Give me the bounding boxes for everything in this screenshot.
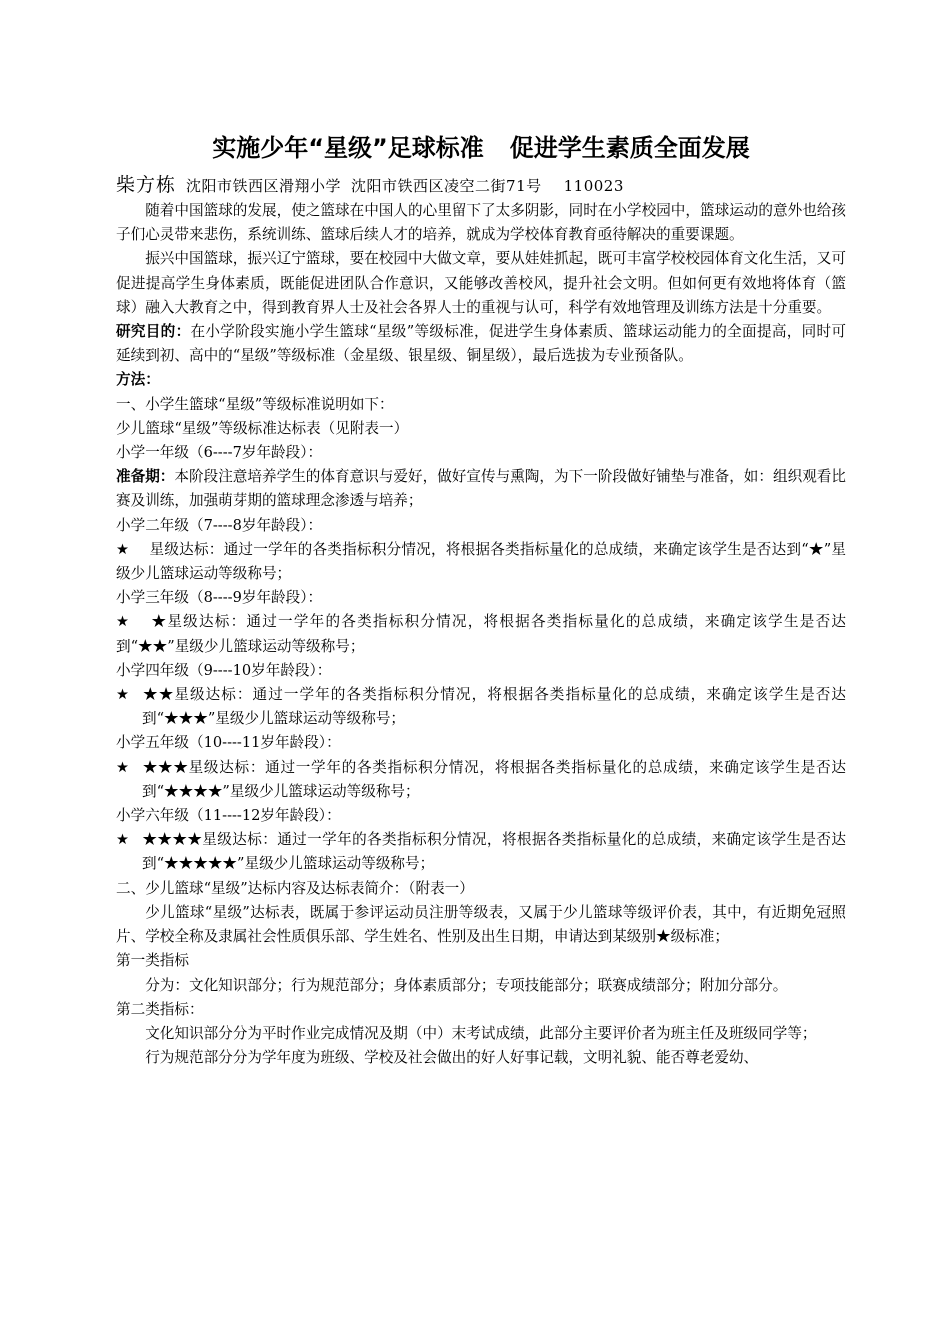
grade-5-heading: 小学五年级（10----11岁年龄段）： [116, 734, 341, 752]
star-bullet: ★ [116, 686, 130, 704]
author-postcode: 110023 [563, 177, 624, 195]
star-bullet: ★ [116, 613, 131, 631]
grade-6-standard [116, 828, 846, 876]
paragraph-purpose [116, 320, 846, 368]
grade-3-standard-text: ★星级达标：通过一学年的各类指标积分情况，将根据各类指标量化的总成绩，来确定该学生是否达到“★★”星级少儿篮球运动等级称号； [116, 613, 846, 655]
category-1-heading: 第一类指标 [116, 952, 189, 970]
author-line [116, 172, 846, 199]
grade-5-standard [116, 756, 846, 804]
prep-label: 准备期： [116, 468, 175, 486]
prep-text: 本阶段注意培养学生的体育意识与爱好，做好宣传与熏陶，为下一阶段做好铺垫与准备，如：组织观看比赛及训练，加强萌芽期的篮球理念渗透与培养； [116, 468, 846, 510]
grade-6-heading: 小学六年级（11----12岁年龄段）： [116, 807, 341, 825]
document-page [116, 128, 846, 1070]
document-title [116, 128, 846, 168]
paragraph-revitalize: 振兴中国篮球，振兴辽宁篮球，要在校园中大做文章，要从娃娃抓起，既可丰富学校校园体育文化生活，又可促进提高学生身体素质，既能促进团队合作意识，又能够改善校风，提升社会文明。但如何更有效地将体育（篮球）融入大教育之中，得到教育界人士及社会各界人士的重视与认可，科学有效地管理及训练方法是十分重要。 [116, 250, 846, 316]
grade-3-standard [116, 610, 846, 658]
method-label: 方法： [116, 371, 160, 389]
section-1-heading: 一、小学生篮球“星级”等级标准说明如下： [116, 395, 394, 413]
category-1-text: 分为：文化知识部分；行为规范部分；身体素质部分；专项技能部分；联赛成绩部分；附加分部分。 [145, 976, 788, 994]
grade-2-heading: 小学二年级（7----8岁年龄段）： [116, 516, 323, 534]
category-2-heading: 第二类指标： [116, 1000, 204, 1018]
category-2-text-2: 行为规范部分分为学年度为班级、学校及社会做出的好人好事记载，文明礼貌、能否尊老爱幼、 [145, 1049, 759, 1067]
star-bullet: ★ [116, 831, 130, 849]
title-part-1: 实施少年“星级”足球标准 [212, 134, 484, 162]
star-bullet: ★ [116, 758, 130, 776]
purpose-text: 在小学阶段实施小学生篮球“星级”等级标准，促进学生身体素质、篮球运动能力的全面提高，同时可延续到初、高中的“星级”等级标准（金星级、银星级、铜星级），最后选拔为专业预备队。 [116, 323, 846, 365]
grade-3-heading: 小学三年级（8----9岁年龄段）： [116, 589, 323, 607]
paragraph-intro: 随着中国篮球的发展，使之篮球在中国人的心里留下了太多阴影，同时在小学校园中，篮球运动的意外也给孩子们心灵带来悲伤，系统训练、篮球后续人才的培养，就成为学校体育教育亟待解决的重要课题。 [116, 202, 846, 244]
author-name: 柴方栋 [116, 174, 177, 196]
grade-6-standard-text: ★★★★星级达标：通过一学年的各类指标积分情况，将根据各类指标量化的总成绩，来确定该学生是否达到“★★★★★”星级少儿篮球运动等级称号； [142, 831, 846, 873]
grade-4-heading: 小学四年级（9----10岁年龄段）： [116, 661, 332, 679]
section-2-text: 少儿篮球“星级”达标表，既属于参评运动员注册等级表，又属于少儿篮球等级评价表，其中，有近期免冠照片、学校全称及隶属社会性质俱乐部、学生姓名、性别及出生日期，申请达到某级别★级标准； [116, 903, 846, 946]
grade-4-standard-text: ★★星级达标：通过一学年的各类指标积分情况，将根据各类指标量化的总成绩，来确定该学生是否达到“★★★”星级少儿篮球运动等级称号； [142, 686, 846, 728]
author-school: 沈阳市铁西区滑翔小学 [186, 177, 342, 195]
purpose-label: 研究目的： [116, 323, 191, 341]
section-1-table-ref: 少儿篮球“星级”等级标准达标表（见附表一） [116, 419, 409, 437]
grade-5-standard-text: ★★★星级达标：通过一学年的各类指标积分情况，将根据各类指标量化的总成绩，来确定该学生是否达到“★★★★”星级少儿篮球运动等级称号； [142, 758, 846, 800]
grade-2-standard [116, 538, 846, 586]
author-address: 沈阳市铁西区凌空二街71号 [351, 177, 542, 195]
paragraph-prep [116, 465, 846, 513]
grade-1-heading: 小学一年级（6----7岁年龄段）： [116, 444, 323, 462]
title-part-2: 促进学生素质全面发展 [509, 134, 750, 162]
category-2-text-1: 文化知识部分分为平时作业完成情况及期（中）末考试成绩，此部分主要评价者为班主任及班级同学等； [145, 1024, 817, 1042]
star-bullet: ★ [116, 540, 130, 558]
grade-2-standard-text: 星级达标：通过一学年的各类指标积分情况，将根据各类指标量化的总成绩，来确定该学生是否达到“★”星级少儿篮球运动等级称号； [116, 540, 846, 583]
grade-4-standard [116, 683, 846, 731]
section-2-heading: 二、少儿篮球“星级”达标内容及达标表简介：（附表一） [116, 879, 474, 897]
